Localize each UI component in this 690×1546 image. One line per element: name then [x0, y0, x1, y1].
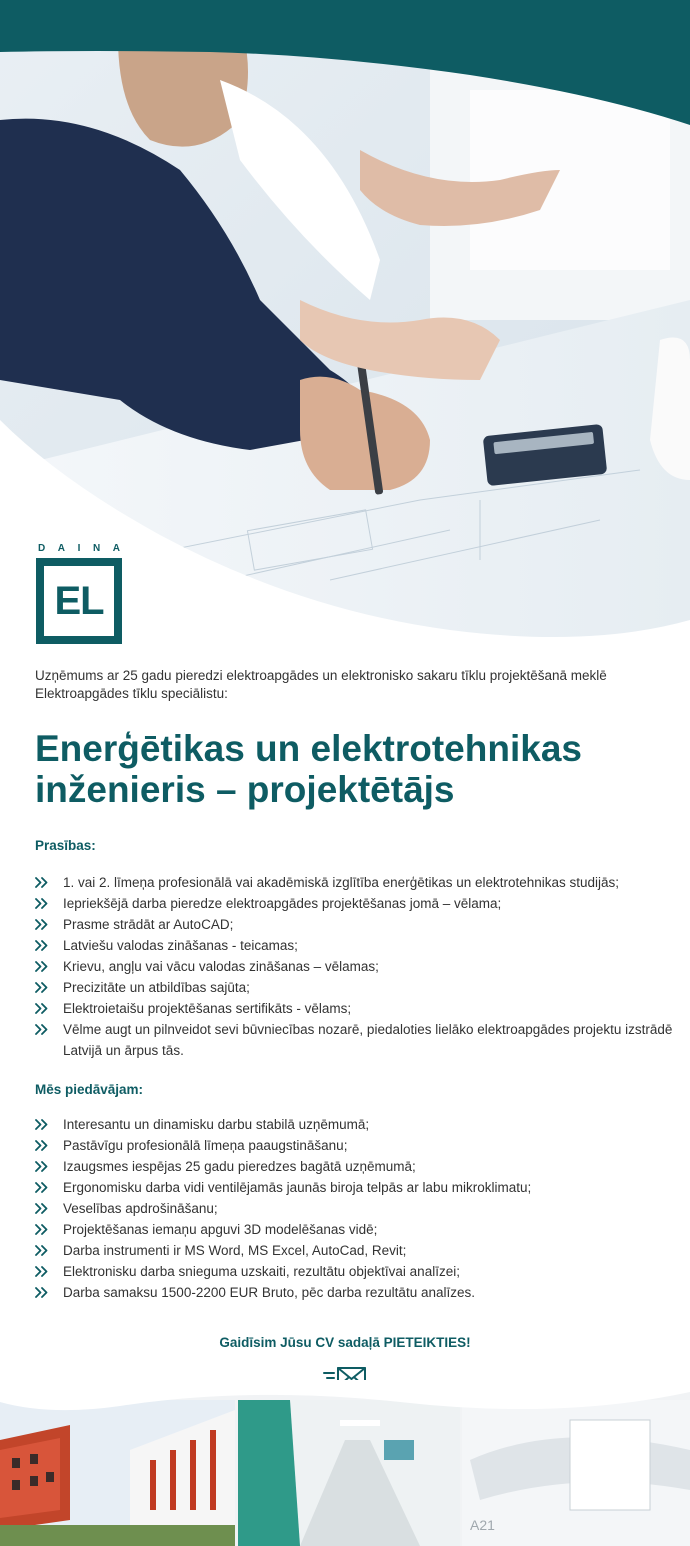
list-item [35, 1261, 675, 1282]
requirements-heading: Prasības: [35, 838, 96, 853]
chevron-double-right-icon [35, 1019, 63, 1040]
list-item-text: Darba instrumenti ir MS Word, MS Excel, AutoCad, Revit; [63, 1243, 407, 1258]
list-item-text: Elektroietaišu projektēšanas sertifikāts - vēlams; [63, 1001, 352, 1016]
list-item-text: Veselības apdrošināšanu; [63, 1201, 218, 1216]
intro-text: Uzņēmums ar 25 gadu pieredzi elektroapgādes un elektronisko sakaru tīklu projektēšanā meklē Elektroapgādes tīklu speciālistu: [35, 668, 607, 701]
logo-mark-text: EL [54, 579, 104, 623]
list-item-text: Izaugsmes iespējas 25 gadu pieredzes bagātā uzņēmumā; [63, 1159, 416, 1174]
list-item-text: Interesantu un dinamisku darbu stabilā uzņēmumā; [63, 1117, 370, 1132]
list-item [35, 893, 675, 914]
list-item [35, 1219, 675, 1240]
company-logo [36, 543, 122, 644]
logo-letter: A [57, 543, 66, 554]
list-item-text: Projektēšanas iemaņu apguvi 3D modelēšanas vidē; [63, 1222, 378, 1237]
list-item-text: 1. vai 2. līmeņa profesionālā vai akadēmiskā izglītība enerģētikas un elektrotehnikas studijās; [63, 875, 620, 890]
job-title-line-2: inženieris – projektētājs [35, 769, 455, 810]
logo-mark-inner [44, 566, 114, 636]
chevron-double-right-icon [35, 1198, 63, 1219]
chevron-double-right-icon [35, 956, 63, 977]
list-item [35, 956, 675, 977]
chevron-double-right-icon [35, 1135, 63, 1156]
list-item [35, 998, 675, 1019]
chevron-double-right-icon [35, 872, 63, 893]
list-item-text: Darba samaksu 1500-2200 EUR Bruto, pēc darba rezultātu analīzes. [63, 1285, 475, 1300]
chevron-double-right-icon [35, 1240, 63, 1261]
svg-text:A21: A21 [470, 1517, 495, 1533]
logo-wordmark [36, 543, 122, 555]
chevron-double-right-icon [35, 1261, 63, 1282]
list-item-text: Latviešu valodas zināšanas - teicamas; [63, 938, 298, 953]
chevron-double-right-icon [35, 1156, 63, 1177]
job-title-line-1: Enerģētikas un elektrotehnikas [35, 728, 582, 769]
list-item-text: Vēlme augt un pilnveidot sevi būvniecības nozarē, piedaloties lielāko elektroapgādes projektu izstrādē Latvijā un ārpus tās. [63, 1022, 673, 1058]
list-item [35, 1177, 675, 1198]
chevron-double-right-icon [35, 1114, 63, 1135]
cta-text [0, 1335, 690, 1350]
logo-letter: A [112, 543, 120, 554]
list-item-text: Pastāvīgu profesionālā līmeņa paaugstināšanu; [63, 1138, 348, 1153]
cta-prefix: Gaidīsim Jūsu CV sadaļā [219, 1335, 384, 1350]
logo-mark-box [36, 558, 122, 644]
list-item [35, 1240, 675, 1261]
list-item [35, 1019, 675, 1061]
chevron-double-right-icon [35, 977, 63, 998]
offer-heading: Mēs piedāvājam: [35, 1082, 144, 1097]
chevron-double-right-icon [35, 998, 63, 1019]
list-item [35, 1156, 675, 1177]
office-photos [0, 1380, 690, 1546]
list-item [35, 1114, 675, 1135]
apply-link[interactable]: PIETEIKTIES! [383, 1335, 471, 1350]
logo-letter: D [38, 543, 46, 554]
chevron-double-right-icon [35, 1219, 63, 1240]
chevron-double-right-icon [35, 935, 63, 956]
list-item [35, 1135, 675, 1156]
list-item [35, 977, 675, 998]
list-item-text: Precizitāte un atbildības sajūta; [63, 980, 250, 995]
offer-list [35, 1114, 675, 1303]
chevron-double-right-icon [35, 1177, 63, 1198]
list-item-text: Elektronisku darba snieguma uzskaiti, rezultātu objektīvai analīzei; [63, 1264, 460, 1279]
list-item-text: Iepriekšējā darba pieredze elektroapgādes projektēšanas jomā – vēlama; [63, 896, 502, 911]
list-item-text: Krievu, angļu vai vācu valodas zināšanas – vēlamas; [63, 959, 379, 974]
list-item [35, 1282, 675, 1303]
requirements-list [35, 872, 675, 1061]
logo-letter: I [77, 543, 81, 554]
list-item [35, 914, 675, 935]
chevron-double-right-icon [35, 914, 63, 935]
list-item [35, 1198, 675, 1219]
chevron-double-right-icon [35, 893, 63, 914]
list-item [35, 935, 675, 956]
list-item-text: Ergonomisku darba vidi ventilējamās jaunās biroja telpās ar labu mikroklimatu; [63, 1180, 532, 1195]
list-item [35, 872, 675, 893]
office-photos-strip [0, 1380, 690, 1546]
job-title [35, 728, 675, 810]
logo-letter: N [92, 543, 101, 554]
chevron-double-right-icon [35, 1282, 63, 1303]
list-item-text: Prasme strādāt ar AutoCAD; [63, 917, 234, 932]
